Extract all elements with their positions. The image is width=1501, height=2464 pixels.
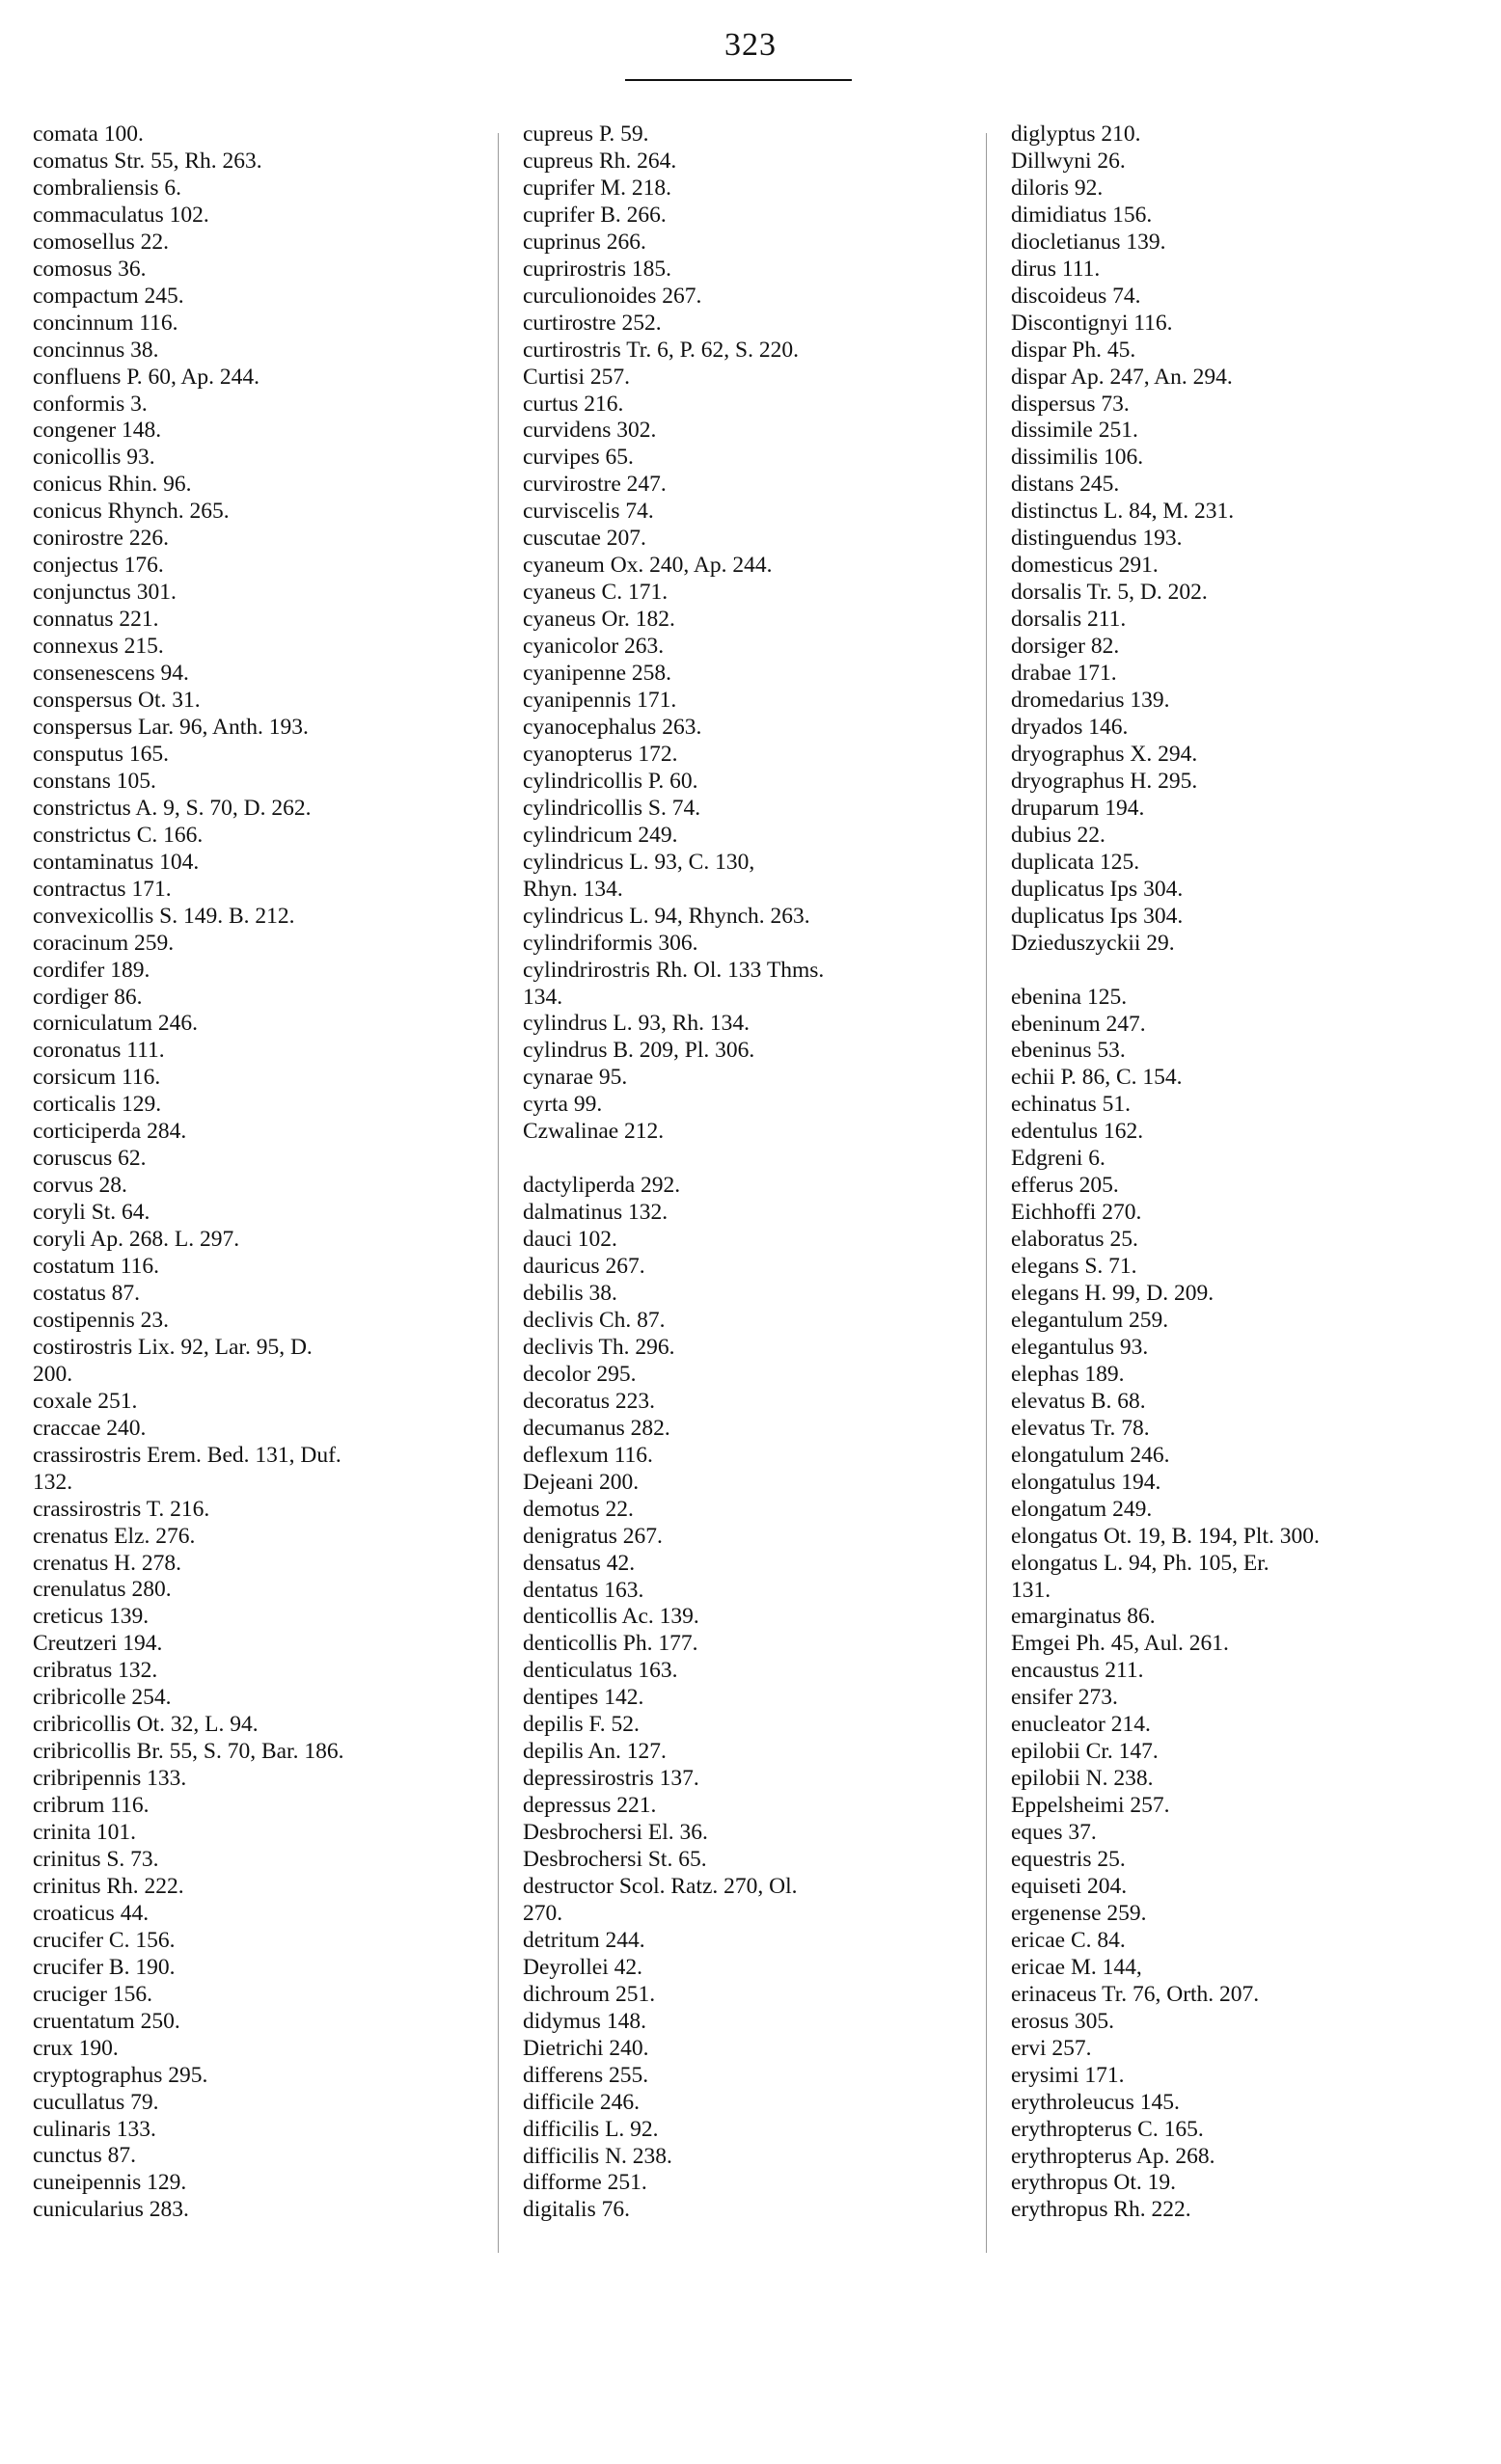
- index-entry: conicus Rhynch. 265.: [33, 499, 230, 525]
- index-entry: dissimile 251.: [1011, 418, 1138, 444]
- index-entry: elevatus Tr. 78.: [1011, 1415, 1150, 1441]
- index-entry: densatus 42.: [523, 1550, 636, 1576]
- index-entry: conspersus Ot. 31.: [33, 688, 201, 714]
- index-entry: Dillwyni 26.: [1011, 148, 1126, 174]
- index-entry: craccae 240.: [33, 1415, 147, 1441]
- index-entry: elongatulus 194.: [1011, 1469, 1161, 1495]
- index-entry: ebeninus 53.: [1011, 1038, 1126, 1064]
- index-entry: elegans H. 99, D. 209.: [1011, 1281, 1214, 1307]
- index-entry: Dejeani 200.: [523, 1469, 640, 1495]
- index-entry: crassirostris T. 216.: [33, 1496, 210, 1522]
- index-entry: erythropus Rh. 222.: [1011, 2197, 1191, 2223]
- index-entry: cribricollis Ot. 32, L. 94.: [33, 1712, 259, 1738]
- index-entry: curtus 216.: [523, 391, 624, 417]
- index-entry: declivis Th. 296.: [523, 1334, 675, 1360]
- index-entry: elongatus Ot. 19, B. 194, Plt. 300.: [1011, 1523, 1320, 1549]
- index-entry: curtirostre 252.: [523, 310, 662, 336]
- index-entry: erythropterus C. 165.: [1011, 2116, 1204, 2142]
- index-entry: erinaceus Tr. 76, Orth. 207.: [1011, 1981, 1260, 2007]
- index-entry: 200.: [33, 1361, 73, 1387]
- index-entry: digitalis 76.: [523, 2197, 630, 2223]
- index-entry: discoideus 74.: [1011, 283, 1141, 309]
- index-entry: dirus 111.: [1011, 256, 1101, 282]
- index-entry: erythropterus Ap. 268.: [1011, 2143, 1215, 2169]
- index-entry: costirostris Lix. 92, Lar. 95, D.: [33, 1334, 313, 1360]
- index-entry: decumanus 282.: [523, 1415, 670, 1441]
- page-number: 323: [724, 27, 777, 63]
- index-entry: domesticus 291.: [1011, 553, 1159, 579]
- index-entry: cylindricollis P. 60.: [523, 768, 698, 794]
- index-entry: difficilis L. 92.: [523, 2116, 659, 2142]
- index-entry: curvidens 302.: [523, 418, 657, 444]
- index-entry: distinctus L. 84, M. 231.: [1011, 499, 1235, 525]
- section-gap: [523, 1146, 976, 1173]
- index-entry: Emgei Ph. 45, Aul. 261.: [1011, 1631, 1229, 1657]
- index-entry: detritum 244.: [523, 1927, 645, 1953]
- index-entry: difficile 246.: [523, 2089, 640, 2115]
- index-entry: dissimilis 106.: [1011, 445, 1144, 471]
- index-entry: cyaneum Ox. 240, Ap. 244.: [523, 553, 773, 579]
- index-entry: Dzieduszyckii 29.: [1011, 930, 1175, 956]
- index-entry: diloris 92.: [1011, 175, 1104, 201]
- index-entry: epilobii N. 238.: [1011, 1766, 1154, 1792]
- index-entry: ervi 257.: [1011, 2035, 1092, 2061]
- index-entry: corniculatum 246.: [33, 1011, 198, 1037]
- index-entry: dispar Ap. 247, An. 294.: [1011, 364, 1233, 390]
- index-entry: Desbrochersi St. 65.: [523, 1847, 707, 1873]
- index-entry: dubius 22.: [1011, 822, 1105, 848]
- index-entry: cylindricus L. 94, Rhynch. 263.: [523, 903, 810, 929]
- index-entry: coracinum 259.: [33, 930, 175, 956]
- index-entry: epilobii Cr. 147.: [1011, 1739, 1159, 1765]
- index-entry: conjectus 176.: [33, 553, 164, 579]
- index-entry: compactum 245.: [33, 283, 184, 309]
- index-entry: dimidiatus 156.: [1011, 202, 1153, 228]
- index-entry: cordifer 189.: [33, 957, 150, 983]
- index-entry: ensifer 273.: [1011, 1685, 1118, 1711]
- index-entry: elongatulum 246.: [1011, 1442, 1170, 1468]
- index-entry: crinitus S. 73.: [33, 1847, 159, 1872]
- index-entry: deflexum 116.: [523, 1442, 653, 1468]
- index-entry: crinita 101.: [33, 1820, 137, 1846]
- index-entry: dichroum 251.: [523, 1981, 656, 2007]
- index-entry: cruciger 156.: [33, 1981, 152, 2007]
- index-entry: elegantulum 259.: [1011, 1307, 1169, 1333]
- index-entry: costipennis 23.: [33, 1307, 169, 1333]
- index-entry: erosus 305.: [1011, 2008, 1115, 2034]
- index-entry: costatum 116.: [33, 1254, 159, 1280]
- index-entry: debilis 38.: [523, 1281, 617, 1307]
- index-entry: dalmatinus 132.: [523, 1200, 669, 1226]
- index-entry: cyanopterus 172.: [523, 741, 678, 767]
- index-entry: cylindrus L. 93, Rh. 134.: [523, 1011, 750, 1037]
- index-entry: cuprinus 266.: [523, 229, 646, 255]
- index-entry: dispar Ph. 45.: [1011, 337, 1136, 363]
- index-entry: cuprifer M. 218.: [523, 175, 672, 201]
- index-entry: elevatus B. 68.: [1011, 1388, 1146, 1414]
- index-entry: duplicatus Ips 304.: [1011, 876, 1184, 902]
- index-entry: Dietrichi 240.: [523, 2035, 649, 2061]
- index-entry: drabae 171.: [1011, 661, 1117, 687]
- index-entry: conicollis 93.: [33, 445, 155, 471]
- index-entry: cupreus Rh. 264.: [523, 148, 677, 174]
- index-entry: elongatum 249.: [1011, 1496, 1153, 1522]
- index-entry: concinnum 116.: [33, 310, 178, 336]
- index-entry: cribricolle 254.: [33, 1685, 172, 1711]
- index-entry: corsicum 116.: [33, 1065, 161, 1091]
- index-entry: connexus 215.: [33, 634, 164, 660]
- index-entry: crucifer B. 190.: [33, 1954, 176, 1980]
- index-entry: druparum 194.: [1011, 795, 1145, 821]
- index-entry: coruscus 62.: [33, 1146, 147, 1172]
- index-entry: corticalis 129.: [33, 1092, 162, 1118]
- index-entry: cordiger 86.: [33, 984, 143, 1010]
- index-entry: dorsalis Tr. 5, D. 202.: [1011, 580, 1208, 606]
- index-entry: dauricus 267.: [523, 1254, 645, 1280]
- index-entry: crenatus Elz. 276.: [33, 1523, 196, 1549]
- index-entry: 132.: [33, 1469, 73, 1495]
- index-entry: enucleator 214.: [1011, 1712, 1151, 1738]
- index-entry: constrictus C. 166.: [33, 822, 204, 848]
- index-entry: confluens P. 60, Ap. 244.: [33, 364, 259, 390]
- index-entry: Curtisi 257.: [523, 364, 630, 390]
- index-entry: cryptographus 295.: [33, 2062, 208, 2088]
- index-entry: Rhyn. 134.: [523, 876, 623, 902]
- index-entry: distinguendus 193.: [1011, 526, 1183, 552]
- index-entry: conirostre 226.: [33, 526, 169, 552]
- index-entry: encaustus 211.: [1011, 1658, 1144, 1684]
- index-entry: ebenina 125.: [1011, 984, 1128, 1010]
- index-entry: crenulatus 280.: [33, 1577, 172, 1603]
- column-separator: [498, 133, 499, 2253]
- index-entry: denticulatus 163.: [523, 1658, 678, 1684]
- index-entry: dauci 102.: [523, 1227, 617, 1253]
- index-entry: cyanicolor 263.: [523, 634, 665, 660]
- index-entry: 270.: [523, 1900, 563, 1926]
- index-entry: cucullatus 79.: [33, 2089, 159, 2115]
- index-entry: dispersus 73.: [1011, 391, 1130, 417]
- index-entry: comatus Str. 55, Rh. 263.: [33, 148, 262, 174]
- index-entry: dactyliperda 292.: [523, 1173, 681, 1199]
- index-entry: curvipes 65.: [523, 445, 634, 471]
- index-entry: convexicollis S. 149. B. 212.: [33, 903, 295, 929]
- index-entry: cyanocephalus 263.: [523, 714, 702, 740]
- index-entry: duplicatus Ips 304.: [1011, 903, 1184, 929]
- index-entry: elongatus L. 94, Ph. 105, Er.: [1011, 1550, 1269, 1576]
- index-entry: conicus Rhin. 96.: [33, 472, 192, 498]
- index-entry: depressirostris 137.: [523, 1766, 699, 1792]
- index-entry: contaminatus 104.: [33, 849, 200, 875]
- index-entry: croaticus 44.: [33, 1900, 150, 1926]
- index-entry: 131.: [1011, 1577, 1051, 1603]
- index-entry: diocletianus 139.: [1011, 229, 1166, 255]
- index-entry: cylindrus B. 209, Pl. 306.: [523, 1038, 755, 1064]
- index-entry: cyaneus Or. 182.: [523, 607, 675, 633]
- index-entry: Edgreni 6.: [1011, 1146, 1105, 1172]
- index-entry: eques 37.: [1011, 1820, 1097, 1846]
- header-rule: [625, 79, 852, 81]
- index-entry: duplicata 125.: [1011, 849, 1140, 875]
- index-entry: crenatus H. 278.: [33, 1550, 182, 1576]
- index-entry: cuprirostris 185.: [523, 256, 672, 282]
- index-entry: cuprifer B. 266.: [523, 202, 667, 228]
- index-entry: cynarae 95.: [523, 1065, 628, 1091]
- index-entry: decolor 295.: [523, 1361, 637, 1387]
- index-entry: difforme 251.: [523, 2170, 647, 2196]
- index-entry: cylindriformis 306.: [523, 930, 698, 956]
- index-entry: elegantulus 93.: [1011, 1334, 1149, 1360]
- index-entry: cribricollis Br. 55, S. 70, Bar. 186.: [33, 1739, 344, 1765]
- index-entry: ergenense 259.: [1011, 1900, 1147, 1926]
- index-entry: dentipes 142.: [523, 1685, 644, 1711]
- index-entry: ebeninum 247.: [1011, 1011, 1146, 1037]
- index-entry: Desbrochersi El. 36.: [523, 1820, 708, 1846]
- index-entry: conformis 3.: [33, 391, 148, 417]
- index-entry: concinnus 38.: [33, 337, 159, 363]
- index-entry: elaboratus 25.: [1011, 1227, 1138, 1253]
- index-entry: cruentatum 250.: [33, 2008, 180, 2034]
- index-entry: cyanipennis 171.: [523, 688, 677, 714]
- index-entry: echii P. 86, C. 154.: [1011, 1065, 1183, 1091]
- index-entry: cribripennis 133.: [33, 1766, 187, 1792]
- index-entry: curviscelis 74.: [523, 499, 654, 525]
- index-entry: 134.: [523, 984, 563, 1010]
- index-entry: curvirostre 247.: [523, 472, 667, 498]
- index-entry: coryli St. 64.: [33, 1200, 150, 1226]
- index-entry: ericae M. 144,: [1011, 1954, 1142, 1980]
- index-entry: echinatus 51.: [1011, 1092, 1131, 1118]
- index-entry: depressus 221.: [523, 1793, 657, 1819]
- index-entry: erythropus Ot. 19.: [1011, 2170, 1177, 2196]
- index-entry: cuneipennis 129.: [33, 2170, 187, 2196]
- index-entry: edentulus 162.: [1011, 1119, 1144, 1145]
- index-entry: Deyrollei 42.: [523, 1954, 642, 1980]
- index-entry: cylindricus L. 93, C. 130,: [523, 849, 755, 875]
- index-entry: denigratus 267.: [523, 1523, 663, 1549]
- index-entry: creticus 139.: [33, 1604, 150, 1630]
- index-entry: connatus 221.: [33, 607, 159, 633]
- index-column-3: [1011, 122, 1464, 2224]
- index-entry: equiseti 204.: [1011, 1874, 1128, 1899]
- index-entry: constans 105.: [33, 768, 156, 794]
- index-entry: cribrum 116.: [33, 1793, 150, 1819]
- index-entry: declivis Ch. 87.: [523, 1307, 666, 1333]
- index-entry: conjunctus 301.: [33, 580, 177, 606]
- index-entry: efferus 205.: [1011, 1173, 1119, 1199]
- index-entry: curtirostris Tr. 6, P. 62, S. 220.: [523, 337, 799, 363]
- index-entry: dryographus H. 295.: [1011, 768, 1198, 794]
- index-entry: Eichhoffi 270.: [1011, 1200, 1142, 1226]
- index-entry: ericae C. 84.: [1011, 1927, 1126, 1953]
- index-entry: cunicularius 283.: [33, 2197, 189, 2223]
- index-entry: coronatus 111.: [33, 1038, 165, 1064]
- column-separator: [986, 133, 987, 2253]
- index-entry: cylindricollis S. 74.: [523, 795, 701, 821]
- index-entry: erythroleucus 145.: [1011, 2089, 1180, 2115]
- index-entry: erysimi 171.: [1011, 2062, 1125, 2088]
- index-entry: dryados 146.: [1011, 714, 1129, 740]
- index-entry: constrictus A. 9, S. 70, D. 262.: [33, 795, 312, 821]
- index-entry: Czwalinae 212.: [523, 1119, 665, 1145]
- index-entry: cuscutae 207.: [523, 526, 646, 552]
- index-entry: cyaneus C. 171.: [523, 580, 669, 606]
- index-entry: cyanipenne 258.: [523, 661, 672, 687]
- index-entry: contractus 171.: [33, 876, 172, 902]
- index-entry: equestris 25.: [1011, 1847, 1126, 1873]
- index-entry: didymus 148.: [523, 2008, 646, 2034]
- index-entry: Creutzeri 194.: [33, 1631, 163, 1657]
- index-entry: diglyptus 210.: [1011, 122, 1141, 147]
- index-entry: depilis An. 127.: [523, 1739, 667, 1765]
- index-entry: elephas 189.: [1011, 1361, 1125, 1387]
- index-entry: conspersus Lar. 96, Anth. 193.: [33, 714, 309, 740]
- index-entry: comata 100.: [33, 122, 144, 147]
- index-entry: cylindrirostris Rh. Ol. 133 Thms.: [523, 957, 825, 983]
- section-gap: [1011, 958, 1464, 985]
- index-entry: corticiperda 284.: [33, 1119, 187, 1145]
- index-entry: dentatus 163.: [523, 1577, 644, 1603]
- index-column-1: [33, 122, 486, 2224]
- index-entry: elegans S. 71.: [1011, 1254, 1137, 1280]
- index-entry: commaculatus 102.: [33, 202, 209, 228]
- index-entry: cunctus 87.: [33, 2143, 137, 2169]
- index-entry: cribratus 132.: [33, 1658, 158, 1684]
- index-column-2: [523, 122, 976, 2224]
- index-entry: cylindricum 249.: [523, 822, 678, 848]
- index-entry: depilis F. 52.: [523, 1712, 640, 1738]
- index-entry: curculionoides 267.: [523, 283, 702, 309]
- index-entry: denticollis Ac. 139.: [523, 1604, 699, 1630]
- index-entry: crassirostris Erem. Bed. 131, Duf.: [33, 1442, 341, 1468]
- index-entry: dorsiger 82.: [1011, 634, 1120, 660]
- index-entry: differens 255.: [523, 2062, 649, 2088]
- index-entry: emarginatus 86.: [1011, 1604, 1156, 1630]
- index-entry: Discontignyi 116.: [1011, 310, 1173, 336]
- index-entry: corvus 28.: [33, 1173, 127, 1199]
- index-entry: distans 245.: [1011, 472, 1120, 498]
- index-entry: coryli Ap. 268. L. 297.: [33, 1227, 240, 1253]
- index-entry: dryographus X. 294.: [1011, 741, 1198, 767]
- index-entry: costatus 87.: [33, 1280, 140, 1306]
- index-entry: congener 148.: [33, 418, 162, 444]
- index-entry: difficilis N. 238.: [523, 2143, 672, 2169]
- index-entry: denticollis Ph. 177.: [523, 1631, 698, 1657]
- index-entry: Eppelsheimi 257.: [1011, 1793, 1170, 1819]
- index-entry: culinaris 133.: [33, 2116, 156, 2142]
- index-entry: decoratus 223.: [523, 1388, 656, 1414]
- index-entry: demotus 22.: [523, 1496, 634, 1522]
- index-entry: dorsalis 211.: [1011, 607, 1127, 633]
- index-entry: dromedarius 139.: [1011, 688, 1170, 714]
- index-entry: cupreus P. 59.: [523, 122, 649, 147]
- index-entry: coxale 251.: [33, 1388, 138, 1414]
- index-entry: comosellus 22.: [33, 229, 169, 255]
- index-entry: consenescens 94.: [33, 661, 189, 687]
- index-entry: combraliensis 6.: [33, 175, 182, 201]
- index-entry: crux 190.: [33, 2035, 119, 2061]
- index-entry: consputus 165.: [33, 741, 169, 767]
- index-entry: crinitus Rh. 222.: [33, 1873, 184, 1899]
- index-entry: crucifer C. 156.: [33, 1927, 176, 1953]
- index-entry: destructor Scol. Ratz. 270, Ol.: [523, 1874, 798, 1899]
- index-entry: comosus 36.: [33, 256, 147, 282]
- index-entry: cyrta 99.: [523, 1092, 603, 1118]
